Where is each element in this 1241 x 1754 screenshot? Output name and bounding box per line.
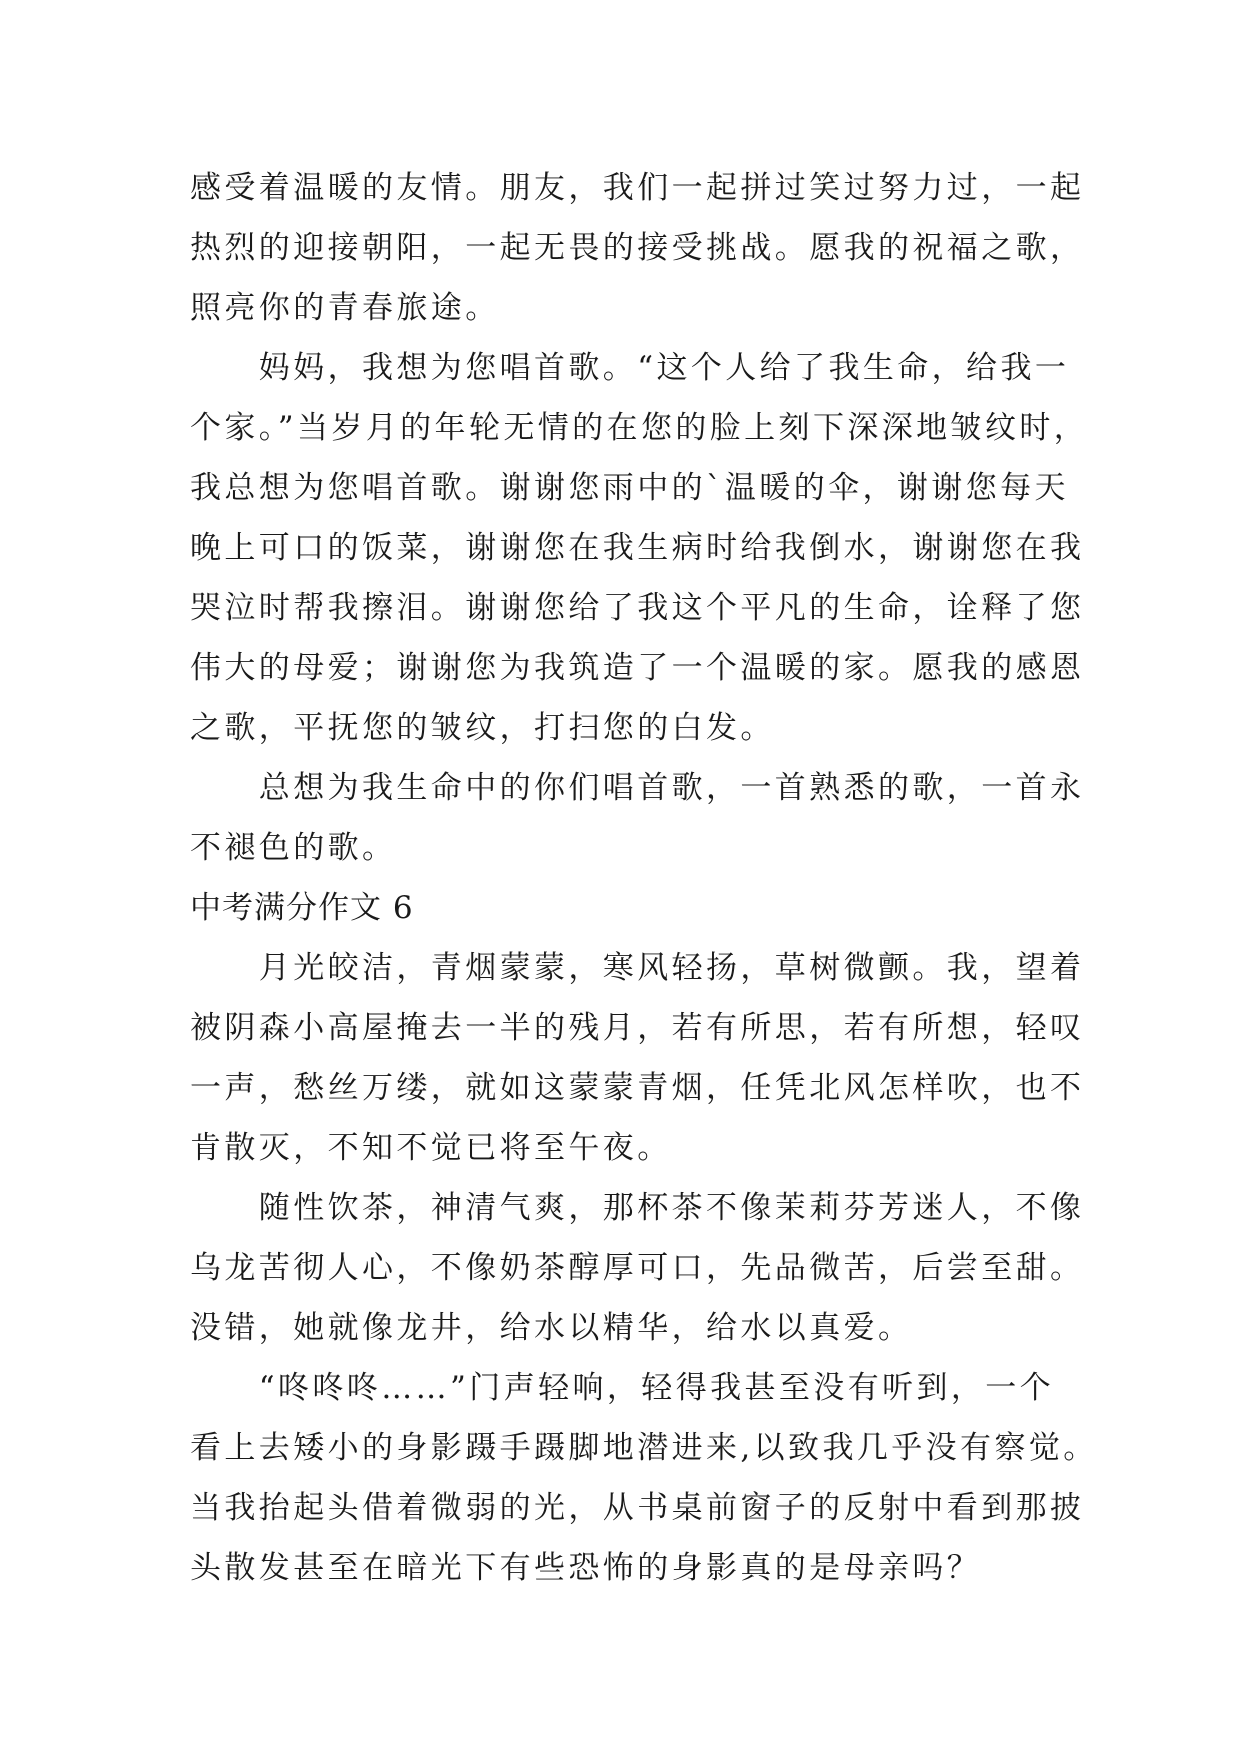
text-line: 哭泣时帮我擦泪。谢谢您给了我这个平凡的生命，诠释了您: [190, 590, 1085, 626]
essay-text: [190, 158, 1098, 1598]
section-title: 中考满分作文 6: [190, 890, 414, 926]
text-line: 乌龙苦彻人心，不像奶茶醇厚可口，先品微苦，后尝至甜。: [190, 1250, 1085, 1286]
text-line: 感受着温暖的友情。朋友，我们一起拼过笑过努力过，一起: [190, 170, 1085, 206]
text-line: “咚咚咚……”门声轻响，轻得我甚至没有听到，一个: [190, 1370, 1055, 1406]
text-line: 总想为我生命中的你们唱首歌，一首熟悉的歌，一首永: [190, 770, 1085, 806]
text-line: 晚上可口的饭菜，谢谢您在我生病时给我倒水，谢谢您在我: [190, 530, 1085, 566]
text-line: 不褪色的歌。: [190, 830, 397, 866]
text-line: 之歌，平抚您的皱纹，打扫您的白发。: [190, 710, 775, 746]
text-line: 被阴森小高屋掩去一半的残月，若有所思，若有所想，轻叹: [190, 1010, 1085, 1046]
text-line: 当我抬起头借着微弱的光，从书桌前窗子的反射中看到那披: [190, 1490, 1085, 1526]
text-line: 我总想为您唱首歌。谢谢您雨中的`温暖的伞，谢谢您每天: [190, 470, 1069, 506]
text-line: 热烈的迎接朝阳，一起无畏的接受挑战。愿我的祝福之歌，: [190, 230, 1085, 266]
text-line: 伟大的母爱；谢谢您为我筑造了一个温暖的家。愿我的感恩: [190, 650, 1085, 686]
text-line: 月光皎洁，青烟蒙蒙，寒风轻扬，草树微颤。我，望着: [190, 950, 1085, 986]
text-line: 肯散灭，不知不觉已将至午夜。: [190, 1130, 672, 1166]
text-line: 看上去矮小的身影蹑手蹑脚地潜进来,以致我几乎没有察觉。: [190, 1430, 1098, 1466]
text-line: 随性饮茶，神清气爽，那杯茶不像茉莉芬芳迷人，不像: [190, 1190, 1085, 1226]
text-line: 个家。”当岁月的年轮无情的在您的脸上刻下深深地皱纹时，: [190, 410, 1089, 446]
text-line: 照亮你的青春旅途。: [190, 290, 500, 326]
text-line: 没错，她就像龙井，给水以精华，给水以真爱。: [190, 1310, 913, 1346]
text-line: 头散发甚至在暗光下有些恐怖的身影真的是母亲吗？: [190, 1550, 982, 1586]
text-line: 妈妈，我想为您唱首歌。“这个人给了我生命，给我一: [190, 350, 1070, 386]
text-line: 一声，愁丝万缕，就如这蒙蒙青烟，任凭北风怎样吹，也不: [190, 1070, 1085, 1106]
